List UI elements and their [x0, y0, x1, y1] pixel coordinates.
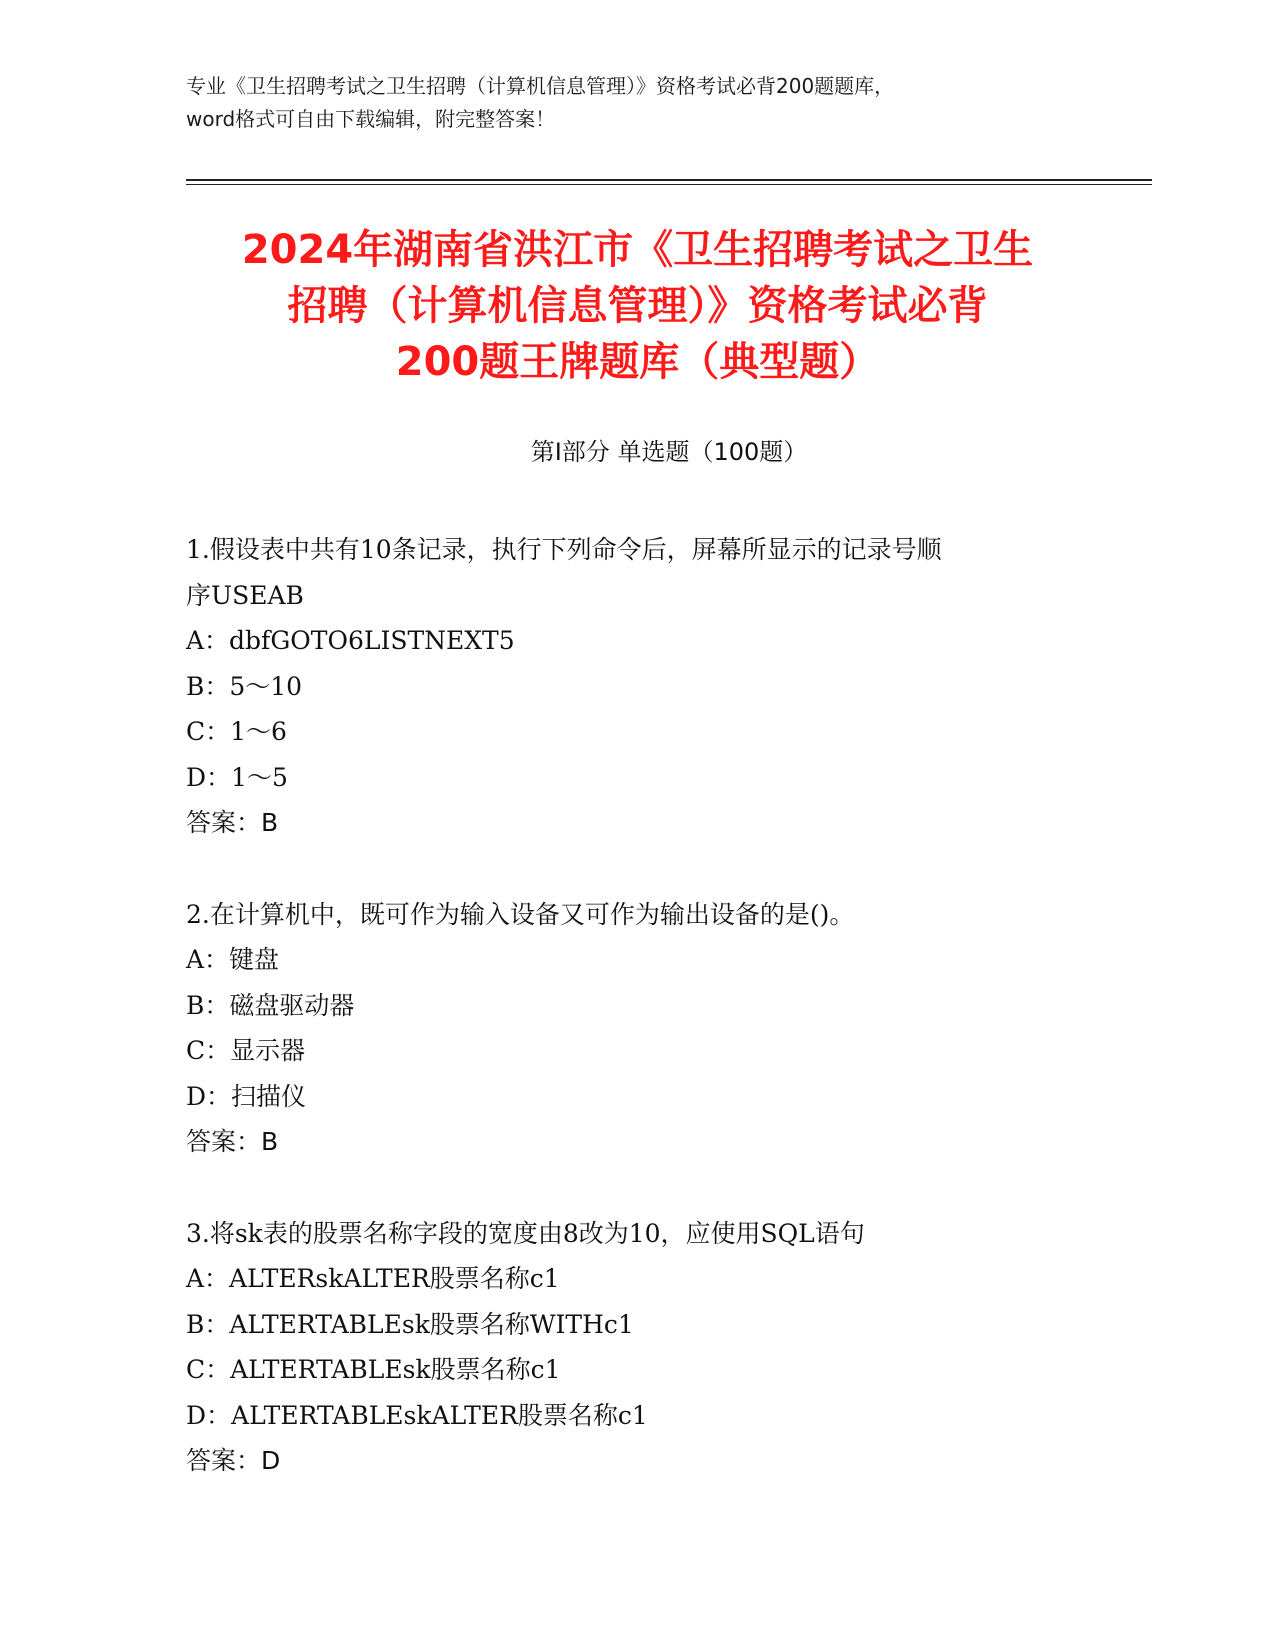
header-rule-thick	[186, 179, 1152, 181]
option-b: B：5～10	[186, 671, 303, 701]
option-d: D：ALTERTABLEskALTER股票名称c1	[186, 1400, 648, 1430]
document-title	[120, 222, 1155, 390]
question-1	[186, 527, 1086, 846]
option-c: C：1～6	[186, 717, 287, 746]
option-a: A：dbfGOTO6LISTNEXT5	[186, 626, 515, 655]
document-title-line-3: 200题王牌题库（典型题）	[395, 339, 880, 385]
answer-line: 答案：B	[186, 808, 279, 837]
question-stem-line: 3.将sk表的股票名称字段的宽度由8改为10，应使用SQL语句	[186, 1218, 865, 1248]
header-rule-thin	[186, 184, 1152, 185]
option-c: C：显示器	[186, 1036, 306, 1065]
section-title: 第I部分 单选题（100题）	[530, 438, 808, 466]
answer-line: 答案：D	[186, 1446, 281, 1475]
header-note-line-2: word格式可自由下载编辑，附完整答案！	[186, 107, 556, 131]
option-d: D：1～5	[186, 762, 288, 792]
document-title-line-1: 2024年湖南省洪江市《卫生招聘考试之卫生	[241, 227, 1034, 273]
document-title-line-2: 招聘（计算机信息管理）》资格考试必背	[287, 283, 988, 329]
question-list	[186, 527, 1086, 1530]
option-b: B：ALTERTABLEsk股票名称WITHc1	[186, 1309, 634, 1339]
option-a: A：ALTERskALTER股票名称c1	[186, 1264, 560, 1293]
option-b: B：磁盘驱动器	[186, 990, 355, 1020]
question-stem-line: 序USEAB	[186, 580, 304, 610]
answer-line: 答案：B	[186, 1127, 279, 1156]
option-d: D：扫描仪	[186, 1081, 307, 1111]
question-2	[186, 892, 1086, 1165]
question-3	[186, 1211, 1086, 1484]
option-c: C：ALTERTABLEsk股票名称c1	[186, 1355, 561, 1384]
header-note	[186, 70, 1086, 136]
header-note-line-1: 专业《卫生招聘考试之卫生招聘（计算机信息管理）》资格考试必背200题题库，	[186, 74, 895, 98]
option-a: A：键盘	[186, 945, 280, 974]
question-stem-line: 2.在计算机中，既可作为输入设备又可作为输出设备的是()。	[186, 899, 855, 929]
question-stem-line: 1.假设表中共有10条记录，执行下列命令后，屏幕所显示的记录号顺	[186, 535, 942, 564]
